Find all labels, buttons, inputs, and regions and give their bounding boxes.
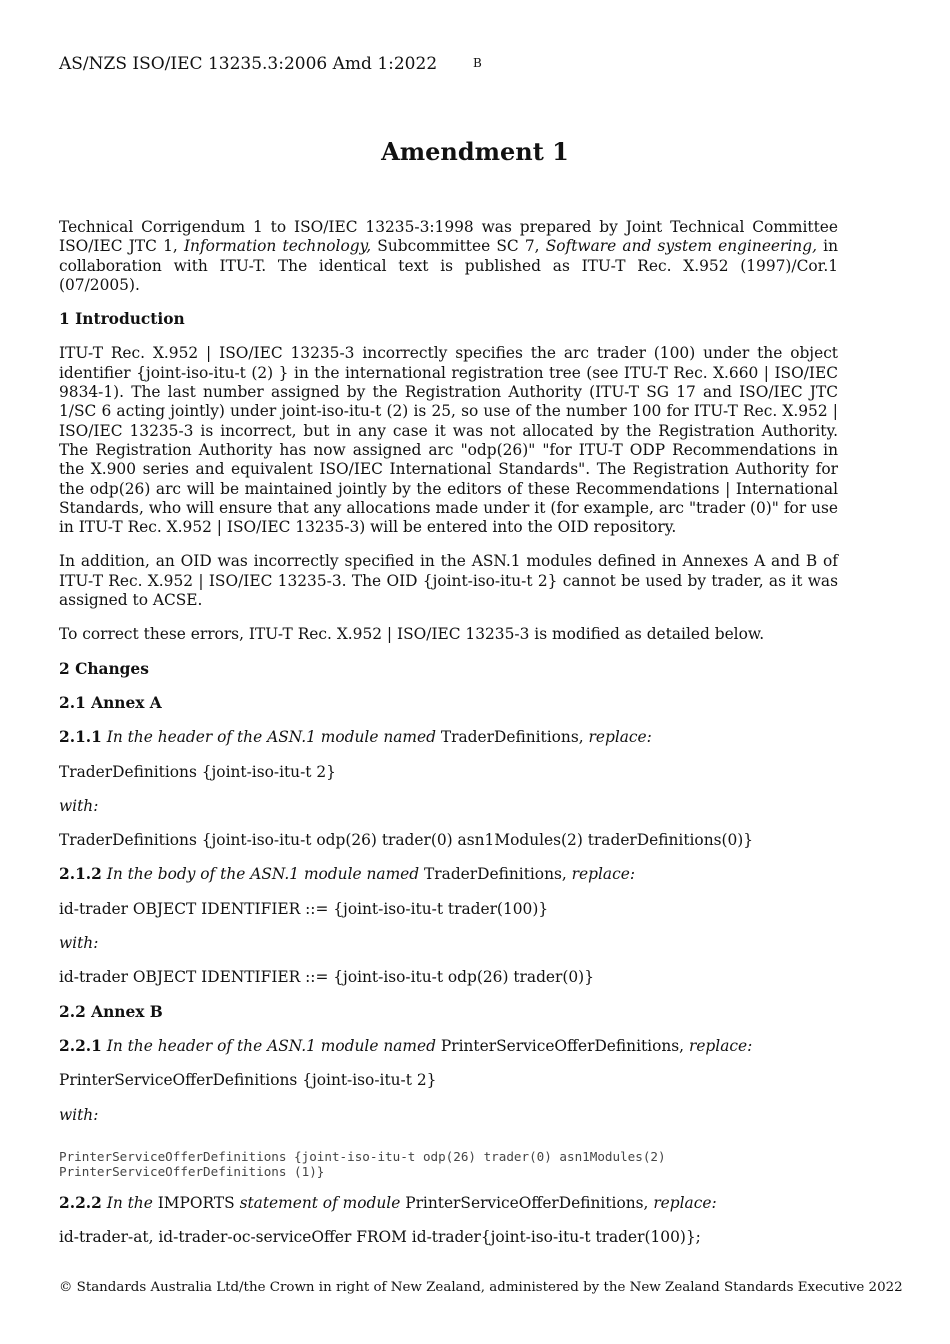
clause-instruction: In the header of the ASN.1 module named [101,728,436,747]
clause-2-2-1 [59,1037,838,1056]
clause-number: 2.1.1 [59,728,102,747]
introduction-paragraph-2: In addition, an OID was incorrectly specified in the ASN.1 modules defined in Annexes A and B of ITU-T Rec. X.952 | ISO/IEC 13235-3. The OID {joint-iso-itu-t 2} cannot be used by trader, as it was assigned to ACSE. [59,552,838,610]
page-mark: B [473,56,482,70]
intro-text-2: Subcommittee SC 7, [371,237,546,256]
introduction-paragraph-3: To correct these errors, ITU-T Rec. X.952 | ISO/IEC 13235-3 is modified as detailed below. [59,625,765,644]
module-name: TraderDefinitions, [435,728,584,747]
subsection-heading-annex-b: 2.2 Annex B [59,1002,163,1021]
module-name: TraderDefinitions, [419,865,567,884]
clause-verb: replace: [648,1193,717,1212]
intro-italic-2: Software and system engineering, [545,237,817,256]
code-line-1: PrinterServiceOfferDefinitions {joint-iso-itu-t odp(26) trader(0) asn1Modules(2) [59,1148,666,1164]
with-label: with: [59,796,99,815]
new-code-block [59,1149,838,1179]
section-heading-introduction: 1 Introduction [59,310,185,329]
clause-instruction: In the [101,1193,153,1212]
clause-instruction-2: statement of module [234,1193,401,1212]
clause-number: 2.1.2 [59,865,102,884]
module-name: PrinterServiceOfferDefinitions, [435,1036,685,1055]
old-text: PrinterServiceOfferDefinitions {joint-iso-itu-t 2} [59,1071,437,1090]
section-heading-changes: 2 Changes [59,659,149,678]
new-text: TraderDefinitions {joint-iso-itu-t odp(26) trader(0) asn1Modules(2) traderDefinitions(0)} [59,831,754,850]
old-text: id-trader-at, id-trader-oc-serviceOffer FROM id-trader{joint-iso-itu-t trader(100)}; [59,1228,701,1247]
standard-designation: AS/NZS ISO/IEC 13235.3:2006 Amd 1:2022 [59,54,438,74]
with-label: with: [59,1105,99,1124]
clause-2-2-2 [59,1194,838,1213]
intro-text-3: in collaboration with ITU-T. The identical text is published as ITU-T Rec. X.952 (1997)/Cor.1 (07/2005). [59,237,838,294]
code-line-2: PrinterServiceOfferDefinitions (1)} [59,1163,325,1179]
clause-instruction: In the body of the ASN.1 module named [101,865,420,884]
introduction-paragraph-1: ITU-T Rec. X.952 | ISO/IEC 13235-3 incorrectly specifies the arc trader (100) under the object identifier {joint-iso-itu-t (2) } in the international registration tree (see ITU-T Rec. X.660 | ISO/IEC 9834-1). The last number assigned by the Registration Authority (ITU-T SG 17 and ISO/IEC JTC 1/SC 6 acting jointly) under joint-iso-itu-t (2) is 25, so use of the number 100 for ITU-T Rec. X.952 | ISO/IEC 13235-3 is incorrect, but in any case it was not allocated by the Registration Authority. The Registration Authority has now assigned arc "odp(26)" "for ITU-T ODP Recommendations in the X.900 series and equivalent ISO/IEC International Standards". The Registration Authority for the odp(26) arc will be maintained jointly by the editors of these Recommendations | International Standards, who will ensure that any allocations made under it (for example, arc "trader (0)" for use in ITU-T Rec. X.952 | ISO/IEC 13235-3) will be entered into the OID repository. [59,344,838,537]
clause-verb: replace: [583,728,652,747]
with-label: with: [59,934,99,953]
page-title: Amendment 1 [381,137,569,166]
clause-2-1-1 [59,728,838,747]
subsection-heading-annex-a: 2.1 Annex A [59,693,162,712]
clause-number: 2.2.2 [59,1193,102,1212]
clause-verb: replace: [566,865,636,884]
intro-paragraph [59,218,838,295]
imports-keyword: IMPORTS [152,1193,235,1212]
document-body [59,218,838,1262]
module-name: PrinterServiceOfferDefinitions, [400,1193,649,1212]
intro-text-1: Technical Corrigendum 1 to ISO/IEC 13235-3:1998 was prepared by Joint Technical Committee ISO/IEC JTC 1, [59,218,838,256]
new-text: id-trader OBJECT IDENTIFIER ::= {joint-iso-itu-t odp(26) trader(0)} [59,968,594,987]
old-text: id-trader OBJECT IDENTIFIER ::= {joint-iso-itu-t trader(100)} [59,899,549,918]
copyright-footer: © Standards Australia Ltd/the Crown in right of New Zealand, administered by the New Zealand Standards Executive 2022 [59,1280,903,1295]
clause-verb: replace: [684,1036,753,1055]
clause-2-1-2 [59,865,838,884]
clause-number: 2.2.1 [59,1036,102,1055]
clause-instruction: In the header of the ASN.1 module named [101,1036,436,1055]
intro-italic-1: Information technology, [183,237,372,256]
old-text: TraderDefinitions {joint-iso-itu-t 2} [59,762,336,781]
